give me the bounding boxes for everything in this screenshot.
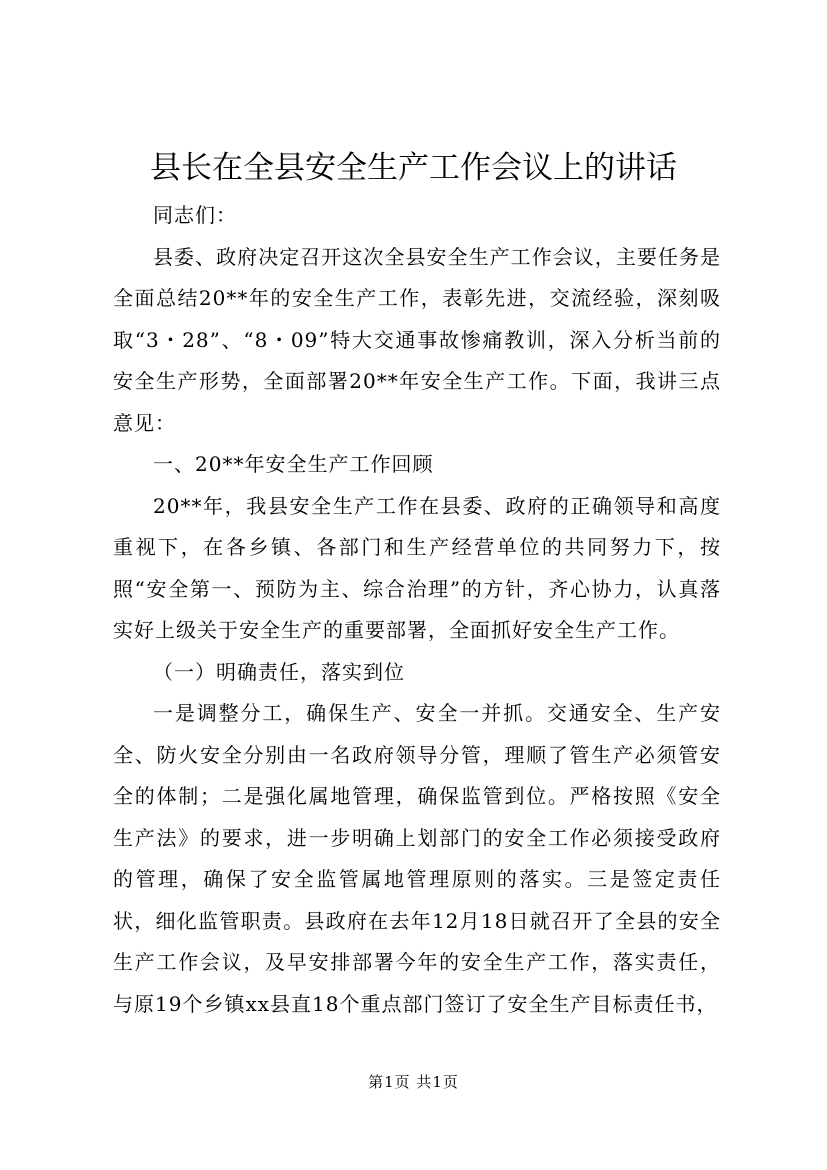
- subsection-heading-responsibility: （一）明确责任，落实到位: [153, 659, 405, 684]
- paragraph-review: 20**年，我县安全生产工作在县委、政府的正确领导和高度重视下，在各乡镇、各部门和生产经营单位的共同努力下，按照“安全第一、预防为主、综合治理”的方针，齐心协力，认真落实好上级关于安全生产的重要部署，全面抓好安全生产工作。: [113, 493, 721, 642]
- document-body: [113, 195, 721, 1025]
- salutation: 同志们：: [153, 203, 237, 227]
- page-footer: 第1页 共1页: [368, 1073, 459, 1091]
- paragraph-intro: 县委、政府决定召开这次全县安全生产工作会议，主要任务是全面总结20**年的安全生产工作，表彰先进，交流经验，深刻吸取“3・28”、“8・09”特大交通事故惨痛教训，深入分析当前的安全生产形势，全面部署20**年安全生产工作。下面，我讲三点意见：: [113, 244, 721, 435]
- paragraph-responsibility: 一是调整分工，确保生产、安全一并抓。交通安全、生产安全、防火安全分别由一名政府领导分管，理顺了管生产必须管安全的体制；二是强化属地管理，确保监管到位。严格按照《安全生产法》的要求，进一步明确上划部门的安全工作必须接受政府的管理，确保了安全监管属地管理原则的落实。三是签定责任状，细化监管职责。县政府在去年12月18日就召开了全县的安全生产工作会议，及早安排部署今年的安全生产工作，落实责任，与原19个乡镇xx县直18个重点部门签订了安全生产目标责任书，: [113, 701, 721, 1016]
- section-heading-review: 一、20**年安全生产工作回顾: [153, 452, 434, 476]
- document-title: 县长在全县安全生产工作会议上的讲话: [150, 150, 677, 186]
